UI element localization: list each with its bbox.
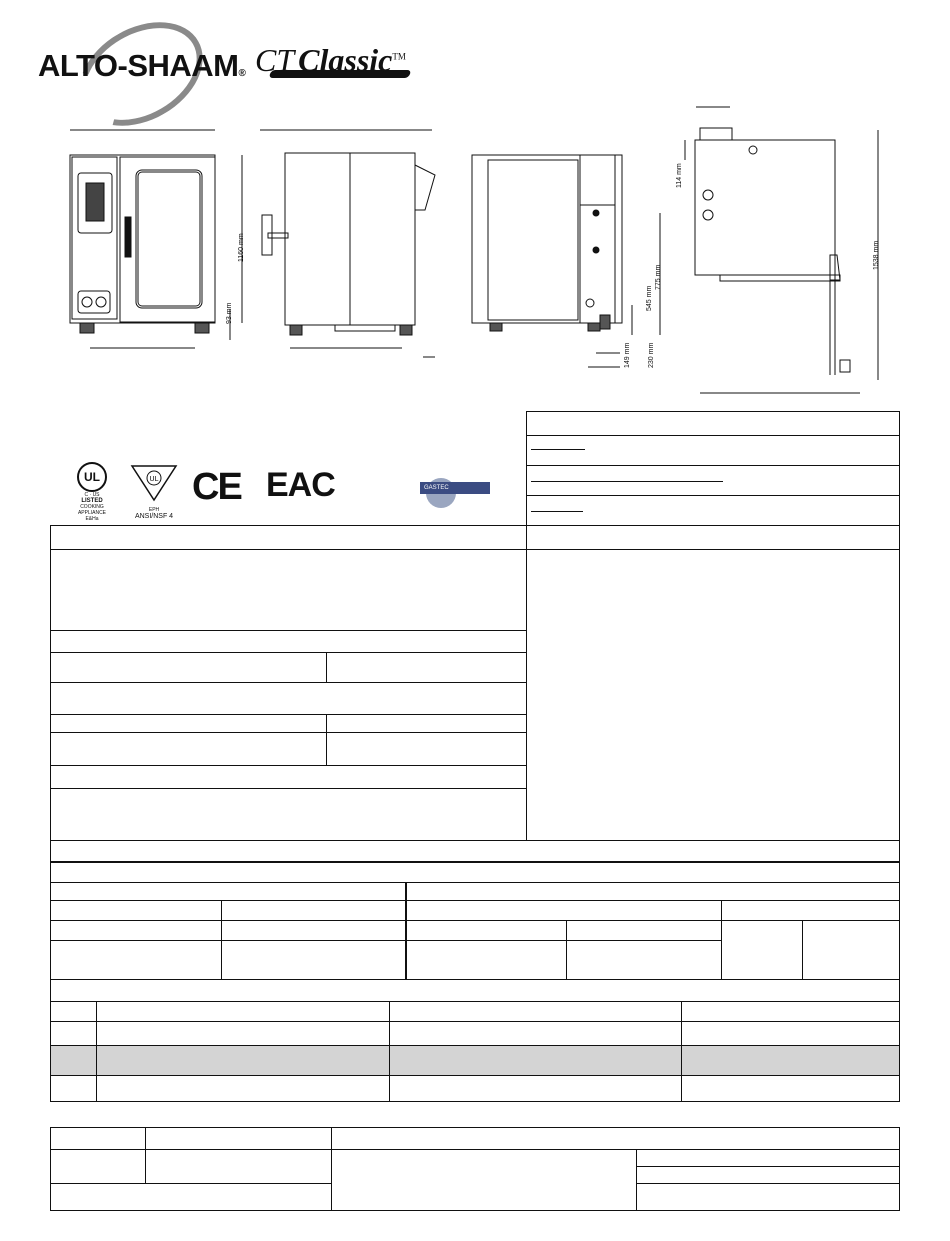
table-caption — [50, 862, 900, 883]
table-cell — [221, 900, 406, 921]
option-cell — [96, 1075, 390, 1102]
form-right-header — [526, 525, 900, 550]
dim-bottom-a: 149 mm — [624, 342, 631, 368]
option-cell — [389, 1021, 682, 1046]
form-field-2a — [50, 714, 327, 733]
dim-top-offset: 114 mm — [676, 163, 683, 188]
gastec-mark: GASTEC — [420, 478, 490, 514]
table-cell — [566, 940, 722, 980]
ul-epm-mark: UL EPH ANSI/NSF 4 — [128, 462, 180, 514]
form-description — [50, 549, 527, 631]
option-cell-highlight — [681, 1045, 900, 1076]
eac-mark: EAC — [266, 466, 335, 504]
footer-cell — [331, 1149, 637, 1211]
form-field-1b — [326, 652, 527, 683]
footer-cell — [145, 1149, 332, 1184]
option-cell-highlight — [50, 1045, 97, 1076]
ce-mark: CE — [192, 466, 241, 508]
brand-logo: ALTO-SHAAM® — [38, 48, 246, 83]
dim-total-height: 1538 mm — [873, 240, 880, 270]
info-row-3 — [526, 495, 900, 526]
form-section-1 — [50, 630, 527, 653]
table-cell — [50, 920, 222, 941]
dim-upper-height: 775 mm — [655, 264, 662, 290]
technical-drawings — [40, 95, 920, 405]
form-section-3 — [50, 765, 527, 789]
table-cell — [50, 900, 222, 921]
footer-cell — [636, 1183, 900, 1211]
option-cell — [389, 1001, 682, 1022]
option-cell — [96, 1001, 390, 1022]
table-cell — [221, 940, 406, 980]
option-cell — [681, 1001, 900, 1022]
table-group-right — [405, 882, 900, 901]
info-header — [526, 411, 900, 436]
footer-cell — [636, 1149, 900, 1167]
table-title — [50, 840, 900, 862]
table-group-left — [50, 882, 406, 901]
option-cell — [50, 1001, 97, 1022]
footer-cell — [50, 1127, 146, 1150]
table-cell — [50, 940, 222, 980]
product-logo: CT Classic™ — [255, 42, 406, 78]
option-cell-highlight — [389, 1045, 682, 1076]
form-field-1a — [50, 652, 327, 683]
table-cell — [405, 920, 567, 941]
option-cell — [389, 1075, 682, 1102]
table-cell — [405, 940, 567, 980]
dim-foot-height: 93 mm — [226, 302, 233, 324]
dim-height-front: 1160 mm — [238, 233, 245, 262]
dim-mid-height: 545 mm — [646, 285, 653, 311]
table-cell — [566, 920, 722, 941]
footer-cell — [331, 1127, 900, 1150]
option-cell — [681, 1075, 900, 1102]
info-row-1 — [526, 435, 900, 466]
form-section-2 — [50, 682, 527, 715]
form-notes — [50, 788, 527, 841]
table-cell — [802, 920, 900, 980]
footer-cell — [636, 1166, 900, 1184]
footer-cell — [145, 1127, 332, 1150]
form-field-3b — [326, 732, 527, 766]
info-row-2 — [526, 465, 900, 496]
table-cell — [721, 900, 900, 921]
form-right-body — [526, 549, 900, 841]
option-cell — [50, 1021, 97, 1046]
option-cell — [50, 1075, 97, 1102]
table-cell — [221, 920, 406, 941]
ul-listed-mark: UL C · US LISTED COOKING APPLIANCE E&Ha — [70, 462, 114, 528]
footer-cell — [50, 1149, 146, 1184]
table-cell — [721, 920, 803, 980]
dim-bottom-b: 230 mm — [648, 342, 655, 368]
form-field-2b — [326, 714, 527, 733]
option-cell-highlight — [96, 1045, 390, 1076]
form-field-3a — [50, 732, 327, 766]
svg-text:UL: UL — [149, 476, 159, 483]
option-cell — [96, 1021, 390, 1046]
footer-cell — [50, 1183, 332, 1211]
form-left-header — [50, 525, 527, 550]
option-table-title — [50, 979, 900, 1002]
table-cell — [405, 900, 722, 921]
option-cell — [681, 1021, 900, 1046]
